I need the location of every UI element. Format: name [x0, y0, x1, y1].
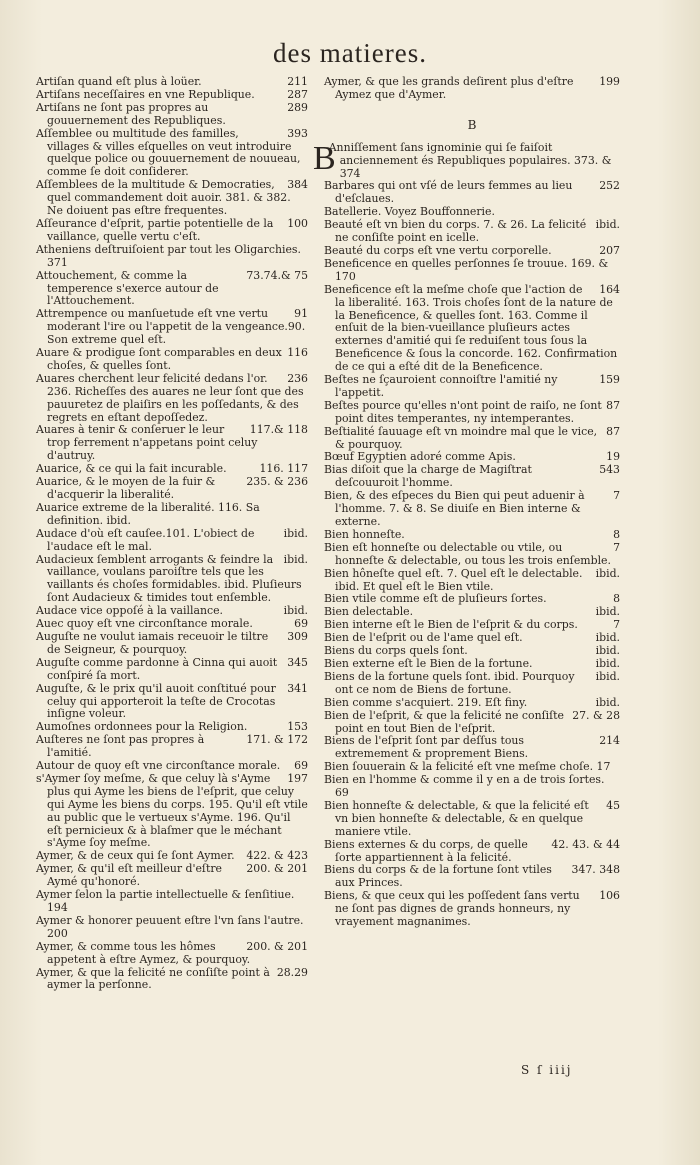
- index-entry: [36, 502, 308, 528]
- entry-text: Aymer, & de ceux qui ſe ſont Aymer.: [36, 849, 235, 863]
- entry-page-ref: 200. & 201: [246, 862, 308, 876]
- index-entry: [324, 568, 620, 594]
- entry-text: Auarice, & le moyen de la fuir & d'acquerir la liberalité.: [36, 475, 216, 501]
- entry-page-ref: 200. & 201: [246, 939, 308, 953]
- entry-page-ref: 7: [613, 618, 620, 632]
- entry-page-ref: ibid.: [595, 644, 620, 658]
- drop-cap: B: [313, 139, 336, 177]
- index-entry: [36, 528, 308, 554]
- index-entry: [324, 839, 620, 865]
- entry-text: Barbares qui ont vſé de leurs femmes au lieu d'eſclaues.: [324, 179, 573, 206]
- entry-page-ref: ibid.: [283, 526, 308, 540]
- index-entry: [36, 244, 308, 270]
- entry-text: Bien comme s'acquiert. 219. Eſt finy.: [324, 695, 528, 709]
- entry-text: Aymer & honorer peuuent eſtre l'vn ſans l'autre. 200: [36, 913, 304, 940]
- entry-text: Beſtes pource qu'elles n'ont point de raiſo, ne ſont point dites temperantes, ny intemperantes.: [324, 398, 602, 425]
- entry-page-ref: 117.& 118: [249, 423, 308, 437]
- entry-text: Auſteres ne ſont pas propres à l'amitié.: [36, 733, 205, 760]
- entry-page-ref: 69: [294, 617, 308, 631]
- entry-page-ref: 69: [294, 759, 308, 773]
- entry-page-ref: 384: [287, 178, 308, 192]
- entry-page-ref: ibid.: [595, 218, 620, 232]
- index-entry: [36, 128, 308, 180]
- entry-text: Aſſemblee ou multitude des familles, villages & villes eſquelles on veut introduire quelque police ou gouuernement de nouueau, comme ſe doit conſiderer.: [36, 126, 301, 179]
- entry-text: Aymer, & comme tous les hômes appetent à eſtre Aymez, & pourquoy.: [36, 939, 251, 966]
- index-entry: [324, 710, 620, 736]
- index-entry: [36, 179, 308, 218]
- index-entry: [324, 542, 620, 568]
- entry-page-ref: ibid.: [283, 604, 308, 618]
- entry-text: Bien eſt honneſte ou delectable ou vtile, ou honneſte & delectable, ou tous les trois enſemble.: [324, 540, 611, 567]
- entry-page-ref: 345: [287, 655, 308, 669]
- index-entry: [36, 554, 308, 606]
- index-entry: [36, 373, 308, 425]
- entry-page-ref: 341: [287, 681, 308, 695]
- entry-page-ref: 235. & 236: [246, 475, 308, 489]
- entry-page-ref: ibid.: [595, 566, 620, 580]
- entry-page-ref: 309: [287, 629, 308, 643]
- entry-text: Atheniens deſtruiſoient par tout les Oligarchies. 371: [36, 242, 301, 269]
- index-entry: [36, 773, 308, 850]
- index-entry: [324, 735, 620, 761]
- entry-page-ref: 159: [599, 373, 620, 387]
- index-entry: [324, 800, 620, 839]
- entry-text: Artiſans neceſſaires en vne Republique.: [36, 87, 255, 101]
- index-entry: [324, 284, 620, 374]
- entry-text: Audace d'où eſt cauſee.101. L'obiect de l'audace eſt le mal.: [36, 526, 255, 553]
- index-entry: [36, 657, 308, 683]
- entry-text: Aumoſnes ordonnees pour la Religion.: [36, 720, 248, 734]
- entry-text: Aſſemblees de la multitude & Democraties, quel commandement doit auoir. 381. & 382. Ne doiuent pas eſtre frequentes.: [36, 178, 291, 218]
- entry-text: Aymer, & que les grands deſirent plus d'eſtre Aymez que d'Aymer.: [324, 75, 574, 101]
- entry-text: Bien de l'eſprit, & que la felicité ne conſiſte point en tout Bien de l'eſprit.: [324, 708, 564, 735]
- index-entry: [324, 490, 620, 529]
- entry-page-ref: ibid.: [595, 631, 620, 645]
- entry-text: Beneficence eſt la meſme choſe que l'action de la liberalité. 163. Trois choſes ſont de la nature de la Beneficence, & quelles ſont. 163. Comme il enſuit de la bien-vueillance pluſieurs actes externes d'amitié qui ſe reduiſent tous ſous la Beneficence & ſous la concorde. 162. Confirmation de ce qui a eſté dit de la Beneficence.: [324, 282, 618, 374]
- index-entry: [324, 76, 620, 102]
- entry-text: Auec quoy eſt vne circonſtance morale.: [36, 617, 253, 631]
- entry-page-ref: ibid.: [595, 656, 620, 670]
- running-title: des matieres.: [273, 38, 427, 68]
- index-entry: [36, 734, 308, 760]
- entry-text: Aymer, & que la felicité ne conſiſte point à aymer la perſonne.: [36, 965, 270, 992]
- entry-page-ref: 199: [599, 75, 620, 88]
- entry-page-ref: 87: [606, 398, 620, 412]
- index-entry: [324, 426, 620, 452]
- entry-text: Biens de l'eſprit ſont par deſſus tous extremement & proprement Biens.: [324, 734, 529, 761]
- entry-text: Biens, & que ceux qui les poſſedent ſans vertu ne ſont pas dignes de grands honneurs, ny vrayement magnanimes.: [324, 889, 580, 929]
- entry-text: Bien honneſte.: [324, 527, 405, 541]
- index-entry: [324, 219, 620, 245]
- index-entry: [36, 476, 308, 502]
- entry-text: Beneficence en quelles perſonnes ſe trouue. 169. & 170: [324, 256, 609, 283]
- index-entry: [36, 218, 308, 244]
- index-column-left: [36, 76, 308, 992]
- entry-page-ref: 87: [606, 424, 620, 438]
- entry-page-ref: 91: [294, 307, 308, 321]
- entry-page-ref: ibid.: [595, 605, 620, 619]
- entry-text: Aſſeurance d'eſprit, partie potentielle de la vaillance, quelle vertu c'eſt.: [36, 216, 274, 243]
- entry-text: Aymer, & qu'il eſt meilleur d'eſtre Aymé qu'honoré.: [36, 862, 222, 889]
- entry-text: Bien vtile comme eſt de pluſieurs ſortes.: [324, 592, 547, 606]
- entry-text: Artiſans ne ſont pas propres au gouuernement des Republiques.: [36, 100, 226, 127]
- entry-text: Auare & prodigue ſont comparables en deux choſes, & quelles ſont.: [36, 346, 282, 372]
- entry-page-ref: 19: [606, 450, 620, 464]
- index-entry: [36, 308, 308, 347]
- entry-page-ref: 171. & 172: [246, 733, 308, 747]
- index-entry: [324, 258, 620, 284]
- entry-text: Beſtialité ſauuage eſt vn moindre mal que le vice, & pourquoy.: [324, 424, 598, 451]
- entry-text: Auguſte ne voulut iamais receuoir le tiltre de Seigneur, & pourquoy.: [36, 629, 269, 656]
- entry-page-ref: 393: [287, 126, 308, 140]
- section-letter-heading: B: [467, 117, 477, 132]
- entry-page-ref: 27. & 28: [572, 708, 620, 722]
- entry-text: Autour de quoy eſt vne circonſtance morale.: [36, 759, 281, 773]
- entry-page-ref: 100: [287, 216, 308, 230]
- entry-text: Bien delectable.: [324, 605, 414, 619]
- entry-text: Bien en l'homme & comme il y en a de trois ſortes. 69: [324, 773, 605, 800]
- index-entry: [36, 941, 308, 967]
- entry-page-ref: 42. 43. & 44: [551, 837, 620, 851]
- entry-page-ref: 106: [599, 889, 620, 903]
- entry-page-ref: 45: [606, 798, 620, 812]
- index-entry: [324, 374, 620, 400]
- entry-text: Biens de la fortune quels ſont. ibid. Pourquoy ont ce nom de Biens de fortune.: [324, 669, 575, 696]
- entry-text: Auarice extreme de la liberalité. 116. Sa definition. ibid.: [36, 500, 260, 527]
- index-entry: [324, 180, 620, 206]
- index-entry: [324, 671, 620, 697]
- index-entry: [36, 967, 308, 993]
- entry-text: Bien ſouuerain & la felicité eſt vne meſme choſe. 17: [324, 760, 611, 774]
- index-entry: [313, 139, 620, 181]
- entry-text: Biens du corps quels ſont.: [324, 644, 468, 658]
- entry-text: Audacieux ſemblent arrogants & feindre la vaillance, voulans paroiſtre tels que les vaillants és choſes formidables. ibid. Pluſieurs ſont Audacieux & timides tout enſemble.: [36, 552, 302, 605]
- entry-text: Beſtes ne ſçauroient connoiſtre l'amitié ny l'appetit.: [324, 373, 558, 399]
- entry-text: Auares à tenir & conſeruer le leur trop ferrement n'appetans point celuy d'autruy.: [36, 423, 258, 463]
- index-entry: [36, 889, 308, 915]
- index-entry: [324, 890, 620, 929]
- index-entry: [324, 864, 620, 890]
- entry-text: Beauté du corps eſt vne vertu corporelle.: [324, 243, 552, 257]
- entry-text: Bien interne eſt le Bien de l'eſprit & du corps.: [324, 618, 578, 632]
- entry-page-ref: 252: [599, 179, 620, 193]
- entry-text: Bien hôneſte quel eſt. 7. Quel eſt le delectable. ibid. Et quel eſt le Bien vtile.: [324, 566, 583, 593]
- entry-text: Artiſan quand eſt plus à loüer.: [36, 75, 202, 88]
- entry-page-ref: 28.29: [276, 965, 308, 979]
- entry-text: Bias diſoit que la charge de Magiſtrat deſcouuroit l'homme.: [324, 463, 532, 490]
- entry-text: Bien, & des eſpeces du Bien qui peut aduenir à l'homme. 7. & 8. Se diuiſe en Bien interne & externe.: [324, 489, 585, 528]
- entry-text: Bien externe eſt le Bien de la fortune.: [324, 656, 533, 670]
- index-entry: [36, 683, 308, 722]
- entry-text: Anniſſement ſans ignominie qui ſe faiſoit anciennement és Republiques populaires. 373. & 374: [328, 140, 612, 180]
- entry-page-ref: 7: [613, 489, 620, 503]
- entry-page-ref: 543: [599, 463, 620, 477]
- index-entry: [324, 400, 620, 426]
- signature-mark: S ſ iiij: [521, 1063, 573, 1077]
- entry-page-ref: 116. 117: [259, 462, 308, 476]
- index-entry: [324, 774, 620, 800]
- entry-page-ref: 287: [287, 87, 308, 101]
- entry-page-ref: 73.74.& 75: [246, 268, 308, 282]
- index-entry: [36, 424, 308, 463]
- entry-page-ref: 236: [287, 371, 308, 385]
- entry-text: Biens du corps & de la fortune ſont vtiles aux Princes.: [324, 863, 552, 890]
- index-entry: [36, 347, 308, 373]
- index-entry: [36, 915, 308, 941]
- entry-page-ref: ibid.: [595, 695, 620, 709]
- entry-text: Auguſte, & le prix qu'il auoit conſtitué pour celuy qui apporteroit la teſte de Crocotas inſigne voleur.: [36, 681, 276, 721]
- index-entry: [36, 270, 308, 309]
- entry-page-ref: ibid.: [283, 552, 308, 566]
- index-column-right: [313, 75, 620, 929]
- entry-text: Bien honneſte & delectable, & que la felicité eſt vn bien honneſte & delectable, & en quelque maniere vtile.: [324, 798, 589, 838]
- index-entry: [36, 631, 308, 657]
- entry-text: Auarice, & ce qui la fait incurable.: [36, 462, 227, 476]
- entry-text: Auguſte comme pardonne à Cinna qui auoit conſpiré ſa mort.: [36, 655, 278, 682]
- entry-page-ref: 214: [599, 734, 620, 748]
- entry-page-ref: 289: [287, 100, 308, 114]
- entry-page-ref: 116: [287, 346, 308, 360]
- entry-page-ref: 197: [287, 771, 308, 785]
- entry-text: Batellerie. Voyez Bouffonnerie.: [324, 205, 495, 219]
- entry-text: Auares cherchent leur felicité dedans l'or. 236. Richeſſes des auares ne leur ſont que des pauuretez de plaiſirs en les poſſedants, & des regrets en eſtant depoſſedez.: [36, 371, 304, 424]
- entry-page-ref: 347. 348: [571, 863, 620, 877]
- entry-text: Audace vice oppoſé à la vaillance.: [36, 604, 223, 618]
- entry-text: Aymer ſelon la partie intellectuelle & ſenſitiue. 194: [36, 888, 295, 914]
- entry-page-ref: 211: [287, 75, 308, 88]
- index-entry: [324, 464, 620, 490]
- entry-text: Bœuf Egyptien adoré comme Apis.: [324, 450, 516, 464]
- entry-page-ref: 422. & 423: [246, 849, 308, 863]
- entry-text: Attrempence ou manſuetude eſt vne vertu moderant l'ire ou l'appetit de la vengeance.90. Son extreme quel eſt.: [36, 307, 306, 347]
- entry-text: Biens externes & du corps, de quelle ſorte appartiennent à la felicité.: [324, 837, 528, 864]
- index-entry: [36, 863, 308, 889]
- entry-page-ref: ibid.: [595, 669, 620, 683]
- entry-page-ref: 164: [599, 282, 620, 296]
- entry-page-ref: 207: [599, 243, 620, 257]
- entry-text: s'Aymer ſoy meſme, & que celuy là s'Ayme plus qui Ayme les biens de l'eſprit, que celuy qui Ayme les biens du corps. 195. Qu'il eſt vtile au public que le vertueux s'Ayme. 196. Qu'il eſt pernicieux & à blaſmer que le méchant s'Ayme ſoy meſme.: [36, 771, 308, 850]
- entry-page-ref: 7: [613, 540, 620, 554]
- index-entry: [36, 102, 308, 128]
- entry-page-ref: 8: [613, 592, 620, 606]
- entry-page-ref: 8: [613, 527, 620, 541]
- entry-page-ref: 153: [287, 720, 308, 734]
- entry-text: Bien de l'eſprit ou de l'ame quel eſt.: [324, 631, 523, 645]
- entry-text: Beauté eſt vn bien du corps. 7. & 26. La felicité ne conſiſte point en icelle.: [324, 218, 587, 245]
- entry-text: Attouchement, & comme la temperence s'exerce autour de l'Attouchement.: [36, 268, 219, 308]
